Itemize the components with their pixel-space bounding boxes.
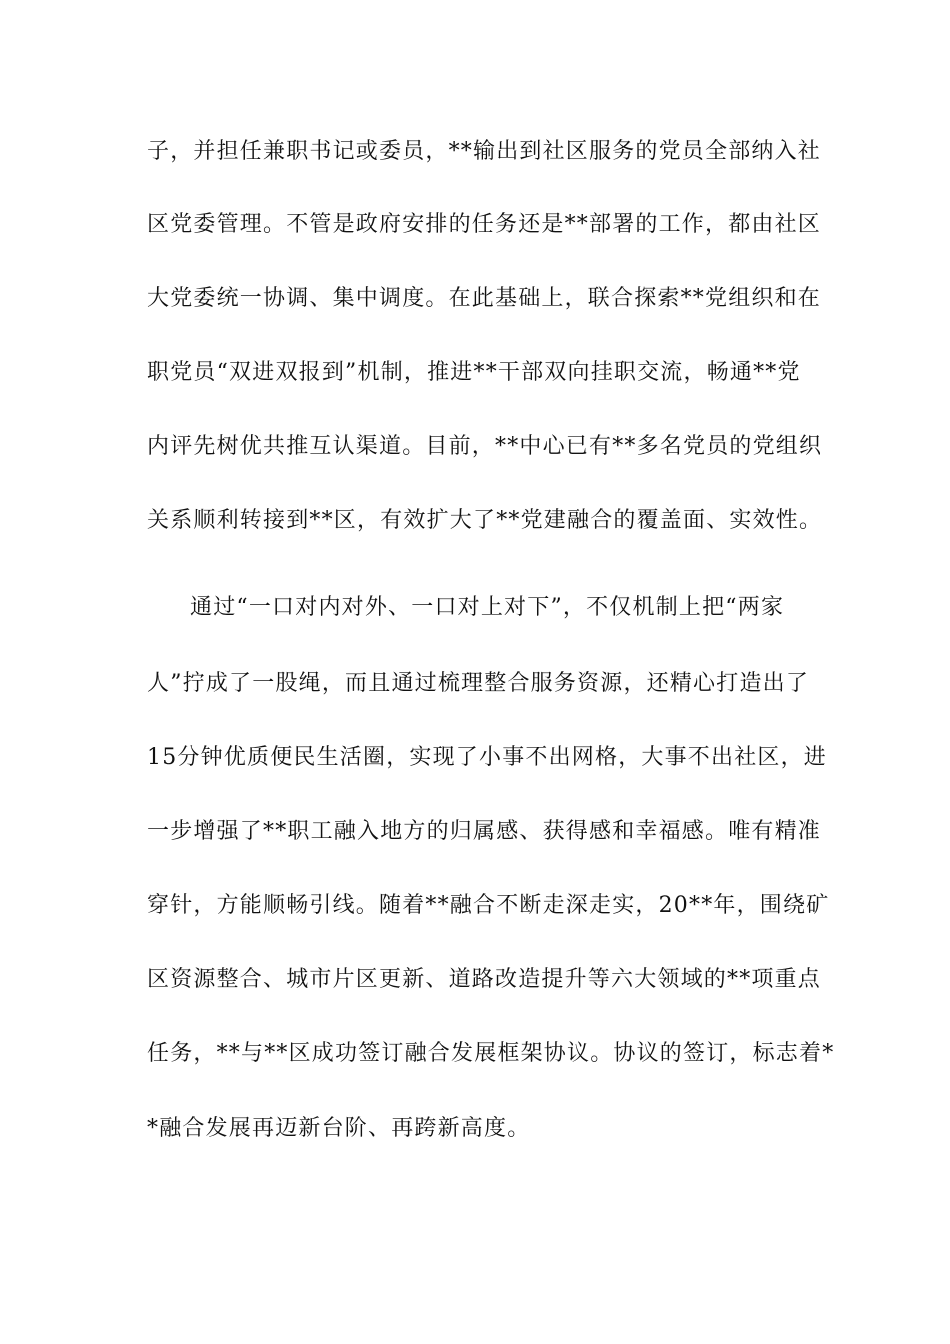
text-line: 一步增强了**职工融入地方的归属感、获得感和幸福感。唯有精准 xyxy=(147,819,822,844)
text-line: 区党委管理。不管是政府安排的任务还是**部署的工作，都由社区 xyxy=(147,212,822,237)
text-line: *融合发展再迈新台阶、再跨新高度。 xyxy=(147,1116,531,1141)
text-line: 人”拧成了一股绳，而且通过梳理整合服务资源，还精心打造出了 xyxy=(147,671,810,696)
text-line: 15分钟优质便民生活圈，实现了小事不出网格，大事不出社区，进 xyxy=(147,745,827,770)
text-line: 关系顺利转接到**区，有效扩大了**党建融合的覆盖面、实效性。 xyxy=(147,508,823,533)
text-line: 区资源整合、城市片区更新、道路改造提升等六大领域的**项重点 xyxy=(147,967,822,992)
text-line: 内评先树优共推互认渠道。目前，**中心已有**多名党员的党组织 xyxy=(147,434,823,459)
paragraph-first-line: 通过“一口对内对外、一口对上对下”，不仅机制上把“两家 xyxy=(190,595,785,620)
text-line: 大党委统一协调、集中调度。在此基础上，联合探索**党组织和在 xyxy=(147,286,822,311)
text-line: 任务，**与**区成功签订融合发展框架协议。协议的签订，标志着* xyxy=(147,1041,835,1066)
text-line: 职党员“双进双报到”机制，推进**干部双向挂职交流，畅通**党 xyxy=(147,360,801,385)
text-line: 穿针，方能顺畅引线。随着**融合不断走深走实，20**年，围绕矿 xyxy=(147,893,830,918)
text-line: 子，并担任兼职书记或委员，**输出到社区服务的党员全部纳入社 xyxy=(147,139,822,164)
